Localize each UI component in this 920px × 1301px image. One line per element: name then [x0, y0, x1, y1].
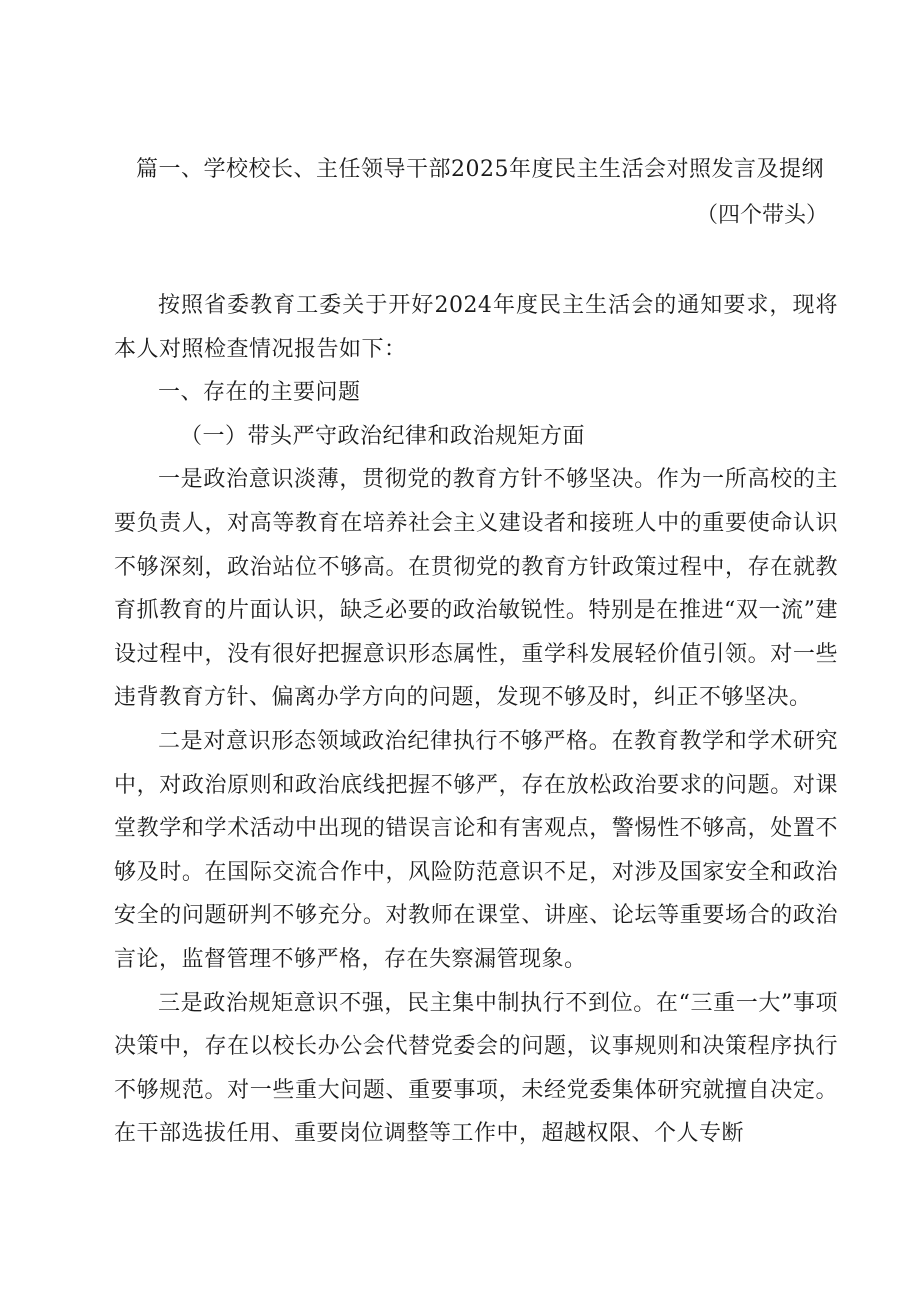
paragraph-2: 二是对意识形态领域政治纪律执行不够严格。在教育教学和学术研究中，对政治原则和政治底线把握不够严，存在放松政治要求的问题。对课堂教学和学术活动中出现的错误言论和有害观点，警惕性不够高，处置不够及时。在国际交流合作中，风险防范意识不足，对涉及国家安全和政治安全的问题研判不够充分。对教师在课堂、讲座、论坛等重要场合的政治言论，监督管理不够严格，存在失察漏管现象。: [114, 728, 838, 972]
section-heading: 一、存在的主要问题: [158, 380, 361, 406]
paragraph-3: 三是政治规矩意识不强，民主集中制执行不到位。在“三重一大”事项决策中，存在以校长办公会代替党委会的问题，议事规则和决策程序执行不够规范。对一些重大问题、重要事项，未经党委集体研究就擅自决定。在干部选拔任用、重要岗位调整等工作中，超越权限、个人专断: [114, 990, 838, 1147]
intro-paragraph: 按照省委教育工委关于开好2024年度民主生活会的通知要求，现将本人对照检查情况报告如下：: [114, 293, 838, 362]
subsection-heading: （一）带头严守政治纪律和政治规矩方面: [180, 423, 586, 449]
paragraph-1: 一是政治意识淡薄，贯彻党的教育方针不够坚决。作为一所高校的主要负责人，对高等教育在培养社会主义建设者和接班人中的重要使命认识不够深刻，政治站位不够高。在贯彻党的教育方针政策过程中，存在就教育抓教育的片面认识，缺乏必要的政治敏锐性。特别是在推进“双一流”建设过程中，没有很好把握意识形态属性，重学科发展轻价值引领。对一些违背教育方针、偏离办学方向的问题，发现不够及时，纠正不够坚决。: [114, 467, 838, 711]
document-title: 篇一、学校校长、主任领导干部2025年度民主生活会对照发言及提纲: [136, 157, 824, 182]
document-body: [114, 284, 838, 1156]
document-subtitle: （四个带头）: [695, 203, 828, 228]
